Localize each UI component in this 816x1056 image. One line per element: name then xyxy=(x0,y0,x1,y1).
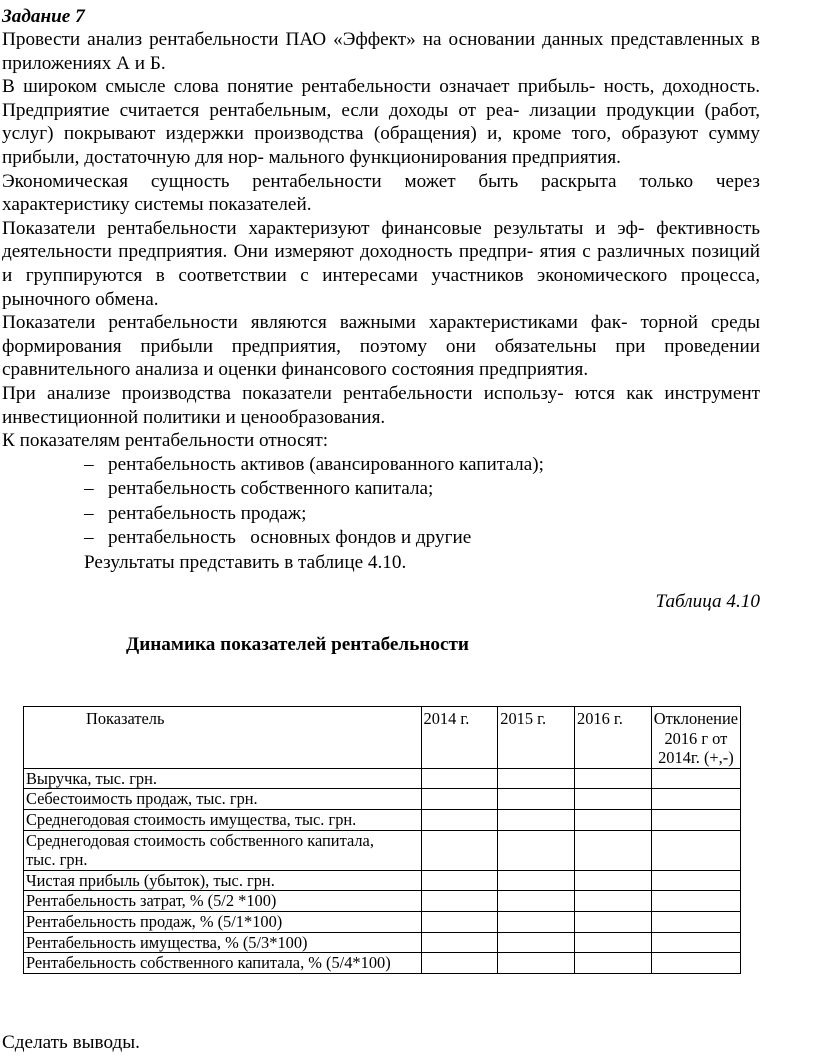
row-label: Рентабельность продаж, % (5/1*100) xyxy=(24,911,422,932)
table-row xyxy=(24,870,741,891)
table-title: Динамика показателей рентабельности xyxy=(126,633,469,655)
row-label: Рентабельность затрат, % (5/2 *100) xyxy=(24,891,422,912)
header-2015: 2015 г. xyxy=(498,707,575,769)
table-row xyxy=(24,953,741,974)
list-item: – рентабельность продаж; xyxy=(84,502,307,524)
list-intro: К показателям рентабельности относят: xyxy=(2,430,329,452)
results-line: Результаты представить в таблице 4.10. xyxy=(84,551,407,573)
profitability-table xyxy=(23,706,741,974)
row-label: Выручка, тыс. грн. xyxy=(24,768,422,789)
conclusion: Сделать выводы. xyxy=(2,1032,140,1053)
table-row xyxy=(24,809,741,830)
table-row xyxy=(24,911,741,932)
table-row xyxy=(24,768,741,789)
header-2016: 2016 г. xyxy=(575,707,652,769)
row-label: Среднегодовая стоимость имущества, тыс. грн. xyxy=(24,809,422,830)
row-label: Чистая прибыль (убыток), тыс. грн. xyxy=(24,870,422,891)
task-title: Задание 7 xyxy=(2,6,85,27)
header-deviation: Отклонение 2016 г от 2014г. (+,-) xyxy=(651,707,740,769)
paragraph-5: Показатели рентабельности являются важными характеристиками фак- торной среды формирования прибыли предприятия, поэтому они обязательны при проведении сравнительного анализа и оценки финансового состояния предприятия. xyxy=(2,312,760,381)
list-item: – рентабельность активов (авансированного капитала); xyxy=(84,453,544,475)
table-header-row xyxy=(24,707,741,769)
table-row xyxy=(24,932,741,953)
table-row xyxy=(24,789,741,810)
indicator-list xyxy=(0,453,816,551)
row-label: Себестоимость продаж, тыс. грн. xyxy=(24,789,422,810)
header-indicator: Показатель xyxy=(24,707,422,769)
row-label: Среднегодовая стоимость собственного капитала, тыс. грн. xyxy=(24,830,422,870)
table-number: Таблица 4.10 xyxy=(655,590,760,612)
list-item: – рентабельность основных фондов и другие xyxy=(84,527,472,549)
paragraph-4: Показатели рентабельности характеризуют финансовые результаты и эф- фективность деятельности предприятия. Они измеряют доходность предпри- ятия с различных позиций и группируются в соответствии с интересами участников экономического процесса, рыночного обмена. xyxy=(2,217,760,310)
list-item: – рентабельность собственного капитала; xyxy=(84,478,434,500)
paragraph-6: При анализе производства показатели рентабельности использу- ются как инструмент инвестиционной политики и ценообразования. xyxy=(2,382,760,428)
header-2014: 2014 г. xyxy=(421,707,498,769)
row-label: Рентабельность собственного капитала, % (5/4*100) xyxy=(24,953,422,974)
paragraph-1: Провести анализ рентабельности ПАО «Эффект» на основании данных представленных в приложениях А и Б. xyxy=(2,29,760,74)
paragraph-2: В широком смысле слова понятие рентабельности означает прибыль- ность, доходность. Предприятие считается рентабельным, если доходы от реа- лизации продукции (работ, услуг) покрывают издержки производства (обращения) и, кроме того, образуют сумму прибыли, достаточную для нор- мального функционирования предприятия. xyxy=(2,76,760,168)
table-row xyxy=(24,891,741,912)
paragraph-3: Экономическая сущность рентабельности может быть раскрыта только через характеристику системы показателей. xyxy=(2,170,760,216)
row-label: Рентабельность имущества, % (5/3*100) xyxy=(24,932,422,953)
text-body xyxy=(2,6,760,453)
table-row xyxy=(24,830,741,870)
